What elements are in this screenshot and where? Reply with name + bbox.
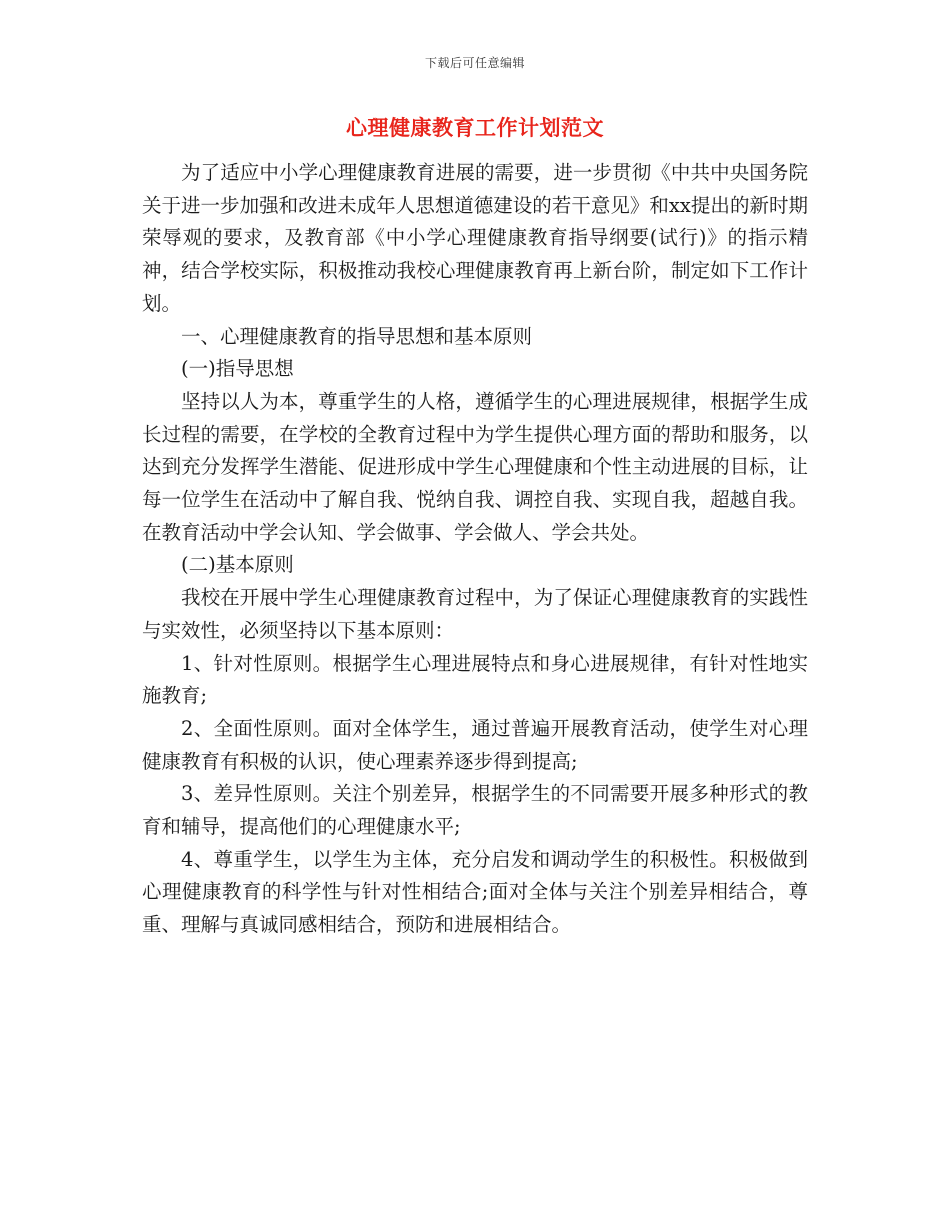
principle-item-4: 4、尊重学生，以学生为主体，充分启发和调动学生的积极性。积极做到心理健康教育的科学性与针对性相结合;面对全体与关注个别差异相结合，尊重、理解与真诚同感相结合，预防和进展相结合。 (142, 847, 808, 937)
paragraph-guiding-thought: 坚持以人为本，尊重学生的人格，遵循学生的心理进展规律，根据学生成长过程的需要，在学校的全教育过程中为学生提供心理方面的帮助和服务，以达到充分发挥学生潜能、促进形成中学生心理健康和个性主动进展的目标，让每一位学生在活动中了解自我、悦纳自我、调控自我、实现自我，超越自我。在教育活动中学会认知、学会做事、学会做人、学会共处。 (142, 389, 808, 544)
principle-item-1: 1、针对性原则。根据学生心理进展特点和身心进展规律，有针对性地实施教育; (142, 651, 808, 708)
document-body (142, 157, 808, 942)
subsection-heading-guiding-thought: (一)指导思想 (181, 357, 294, 381)
header-note: 下载后可任意编辑 (424, 56, 525, 70)
document-title: 心理健康教育工作计划范文 (346, 115, 604, 140)
paragraph-basic-principles-intro: 我校在开展中学生心理健康教育过程中，为了保证心理健康教育的实践性与实效性，必须坚持以下基本原则： (142, 586, 808, 642)
section-heading-guiding-principles: 一、心理健康教育的指导思想和基本原则 (181, 324, 533, 348)
paragraph-intro: 为了适应中小学心理健康教育进展的需要，进一步贯彻《中共中央国务院关于进一步加强和改进未成年人思想道德建设的若干意见》和xx提出的新时期荣辱观的要求，及教育部《中小学心理健康教育指导纲要(试行)》的指示精神，结合学校实际，积极推动我校心理健康教育再上新台阶，制定如下工作计划。 (142, 161, 808, 315)
principle-item-3: 3、差异性原则。关注个别差异，根据学生的不同需要开展多种形式的教育和辅导，提高他们的心理健康水平; (142, 782, 808, 839)
subsection-heading-basic-principles: (二)基本原则 (181, 553, 294, 577)
principle-item-2: 2、全面性原则。面对全体学生，通过普遍开展教育活动，使学生对心理健康教育有积极的认识，使心理素养逐步得到提高; (142, 716, 808, 773)
